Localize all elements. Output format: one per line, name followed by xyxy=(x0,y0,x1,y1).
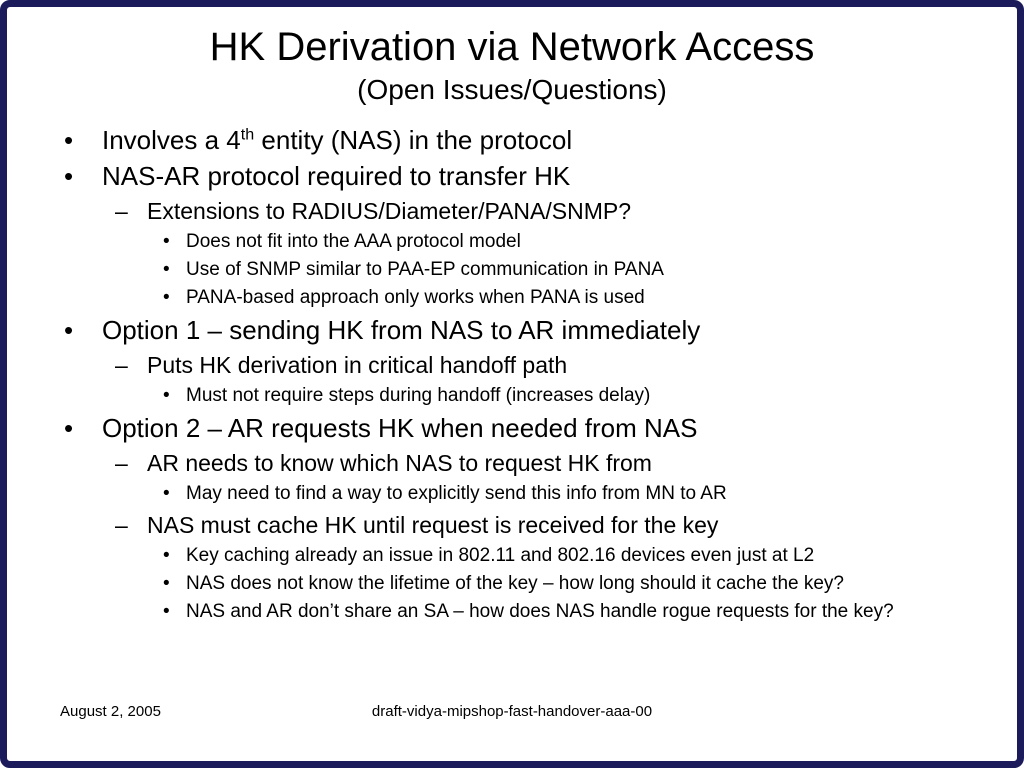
bullet-item xyxy=(0,256,1024,284)
bullet-item xyxy=(0,480,1024,508)
bullet-text: May need to find a way to explicitly send this info from MN to AR xyxy=(186,483,727,504)
bullet-text: NAS and AR don’t share an SA – how does NAS handle rogue requests for the key? xyxy=(186,601,894,622)
bullet-item xyxy=(0,446,1024,480)
footer-date: August 2, 2005 xyxy=(60,703,161,720)
bullet-text: Key caching already an issue in 802.11 and 802.16 devices even just at L2 xyxy=(186,545,815,566)
dash-marker: – xyxy=(115,512,128,538)
bullet-text: NAS does not know the lifetime of the key – how long should it cache the key? xyxy=(186,573,844,594)
bullet-item xyxy=(0,284,1024,312)
bullet-text: AR needs to know which NAS to request HK from xyxy=(147,450,652,476)
bullet-text: Must not require steps during handoff (increases delay) xyxy=(186,385,651,406)
bullet-item xyxy=(0,312,1024,348)
bullet-item xyxy=(0,508,1024,542)
bullet-marker: • xyxy=(64,125,74,155)
bullet-item xyxy=(0,158,1024,194)
bullet-marker: • xyxy=(163,483,170,504)
bullet-item xyxy=(0,598,1024,626)
dash-marker: – xyxy=(115,198,128,224)
bullet-text: NAS-AR protocol required to transfer HK xyxy=(102,161,571,191)
bullet-text: Puts HK derivation in critical handoff path xyxy=(147,352,568,378)
bullet-marker: • xyxy=(163,545,170,566)
bullet-text: Extensions to RADIUS/Diameter/PANA/SNMP? xyxy=(147,198,632,224)
bullet-item xyxy=(0,228,1024,256)
bullet-text: Option 1 – sending HK from NAS to AR immediately xyxy=(102,315,701,345)
bullet-text-pre: Involves a 4 xyxy=(102,125,241,155)
bullet-text-post: entity (NAS) in the protocol xyxy=(254,125,573,155)
bullet-text: Does not fit into the AAA protocol model xyxy=(186,231,521,252)
bullet-marker: • xyxy=(163,287,170,308)
bullet-marker: • xyxy=(163,385,170,406)
bullet-list xyxy=(0,122,1024,626)
bullet-marker: • xyxy=(64,315,74,345)
bullet-item xyxy=(0,570,1024,598)
footer-document-name: draft-vidya-mipshop-fast-handover-aaa-00 xyxy=(371,703,653,720)
bullet-text: PANA-based approach only works when PANA is used xyxy=(186,287,645,308)
bullet-marker: • xyxy=(64,161,74,191)
bullet-item xyxy=(0,542,1024,570)
bullet-text xyxy=(102,122,572,158)
superscript-th: th xyxy=(240,125,255,144)
bullet-item xyxy=(0,194,1024,228)
slide-subtitle: (Open Issues/Questions) xyxy=(357,74,667,105)
dash-marker: – xyxy=(115,450,128,476)
bullet-text: Use of SNMP similar to PAA-EP communication in PANA xyxy=(186,259,664,280)
bullet-marker: • xyxy=(163,231,170,252)
bullet-text: Option 2 – AR requests HK when needed from NAS xyxy=(102,413,698,443)
bullet-marker: • xyxy=(163,259,170,280)
bullet-item xyxy=(0,348,1024,382)
slide-title: HK Derivation via Network Access xyxy=(209,25,815,69)
dash-marker: – xyxy=(115,352,128,378)
bullet-item xyxy=(0,122,1024,158)
bullet-item xyxy=(0,410,1024,446)
bullet-marker: • xyxy=(163,601,170,622)
bullet-marker: • xyxy=(64,413,74,443)
bullet-marker: • xyxy=(163,573,170,594)
bullet-item xyxy=(0,382,1024,410)
bullet-text: NAS must cache HK until request is received for the key xyxy=(147,512,719,538)
